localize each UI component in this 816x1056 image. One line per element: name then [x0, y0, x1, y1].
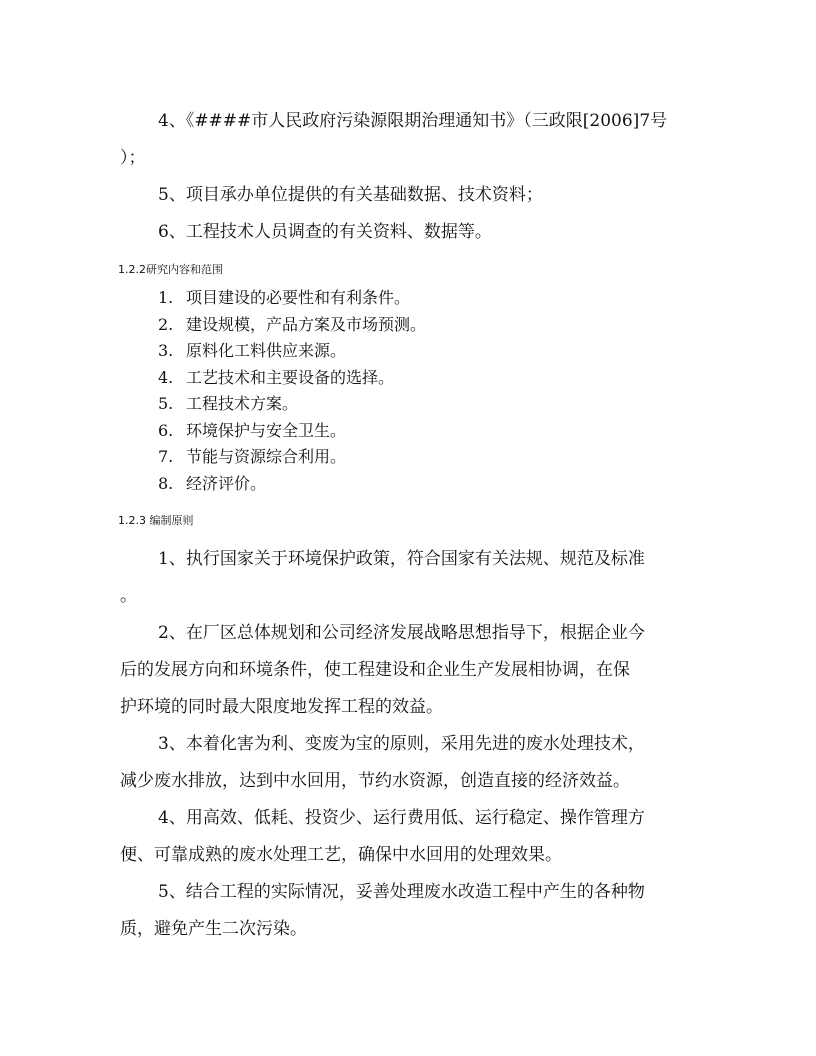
list-item-number: 2.	[158, 314, 174, 334]
ref-item-5-text: 5、项目承办单位提供的有关基础数据、技术资料；	[158, 185, 543, 205]
list-item	[158, 471, 426, 498]
principle-5-line2: 质，避免产生二次污染。	[120, 919, 307, 939]
list-item	[158, 418, 426, 445]
list-item-number: 1.	[158, 288, 174, 307]
list-item	[158, 285, 426, 312]
list-item-text: 经济评价。	[186, 473, 267, 493]
section-heading-1-2-3: 1.2.3 编制原则	[118, 514, 194, 527]
section-heading-1-2-2: 1.2.2研究内容和范围	[118, 263, 223, 276]
principle-4-line1: 4、用高效、低耗、投资少、运行费用低、运行稳定、操作管理方	[158, 808, 645, 828]
list-item	[158, 312, 426, 339]
list-item	[158, 338, 426, 365]
principle-4	[120, 800, 700, 874]
ref-item-5	[120, 177, 700, 214]
list-item	[158, 391, 426, 418]
principle-2	[120, 615, 700, 726]
list-item-text: 工艺技术和主要设备的选择。	[186, 367, 395, 387]
principle-1-line1: 1、执行国家关于环境保护政策，符合国家有关法规、规范及标准	[158, 549, 645, 569]
list-item	[158, 365, 426, 392]
list-item-text: 原料化工料供应来源。	[186, 341, 347, 360]
ref-item-4-line1: 4、《####市人民政府污染源限期治理通知书》（三政限[2006]7号	[158, 111, 668, 131]
principle-2-line1: 2、在厂区总体规划和公司经济发展战略思想指导下，根据企业今	[158, 623, 645, 643]
ref-item-6-text: 6、工程技术人员调查的有关资料、数据等。	[158, 222, 492, 242]
list-item-number: 4.	[158, 367, 174, 387]
list-item-number: 6.	[158, 420, 174, 440]
list-item-number: 3.	[158, 341, 174, 360]
principle-4-line2: 便、可靠成熟的废水处理工艺，确保中水回用的处理效果。	[120, 845, 562, 865]
list-item-number: 8.	[158, 473, 174, 493]
list-item-text: 节能与资源综合利用。	[186, 447, 347, 466]
principle-1-line2: 。	[120, 586, 137, 606]
scope-list	[158, 285, 426, 497]
principle-3	[120, 726, 700, 800]
principle-3-line2: 减少废水排放，达到中水回用，节约水资源，创造直接的经济效益。	[120, 771, 630, 791]
list-item-text: 项目建设的必要性和有利条件。	[186, 288, 411, 307]
list-item-number: 7.	[158, 447, 174, 466]
principle-2-line3: 护环境的同时最大限度地发挥工程的效益。	[120, 697, 443, 717]
list-item-text: 建设规模，产品方案及市场预测。	[186, 314, 427, 334]
list-item	[158, 444, 426, 471]
principle-3-line1: 3、本着化害为利、变废为宝的原则，采用先进的废水处理技术，	[158, 734, 645, 754]
principle-5	[120, 874, 700, 948]
ref-item-4-line2: ）；	[120, 148, 146, 168]
list-item-text: 环境保护与安全卫生。	[186, 420, 347, 440]
ref-item-4	[120, 103, 700, 177]
ref-item-6	[120, 214, 700, 251]
principle-5-line1: 5、结合工程的实际情况，妥善处理废水改造工程中产生的各种物	[158, 882, 645, 902]
principle-1	[120, 541, 700, 615]
principle-2-line2: 后的发展方向和环境条件，使工程建设和企业生产发展相协调，在保	[120, 660, 630, 680]
list-item-number: 5.	[158, 394, 174, 413]
list-item-text: 工程技术方案。	[186, 394, 299, 413]
